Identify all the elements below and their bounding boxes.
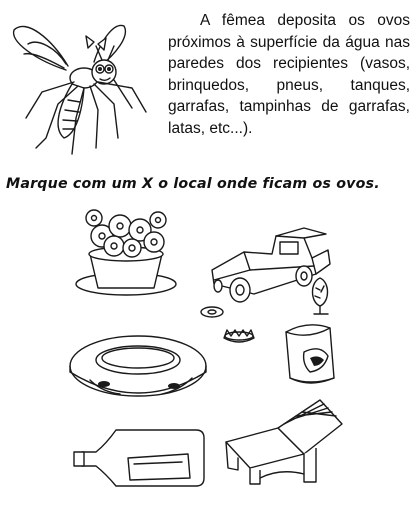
planter-box-icon	[220, 398, 350, 488]
cut-can-icon	[280, 318, 350, 388]
mosquito-icon	[6, 8, 156, 158]
flower-pot-icon	[74, 202, 184, 302]
instruction-text: Marque com um X o local onde ficam os ovos.	[6, 176, 380, 192]
tire-icon	[66, 322, 216, 402]
bottle-icon	[70, 424, 210, 494]
sprout-icon	[306, 276, 336, 316]
intro-text: A fêmea deposita os ovos próximos à superfície da água nas paredes dos recipientes (vasos, brinquedos, pneus, tanques, garrafas, tampinhas de garrafas, latas, etc...).	[168, 12, 410, 137]
intro-paragraph	[168, 10, 410, 139]
